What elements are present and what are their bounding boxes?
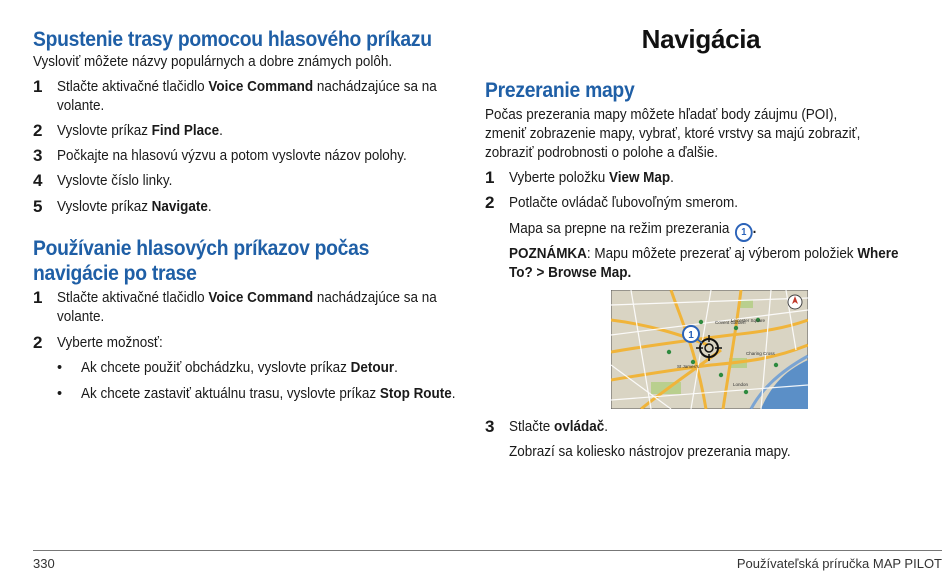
step-number: 1 <box>485 168 495 187</box>
step-text: Vyberte možnosť: <box>57 335 163 351</box>
step-number: 1 <box>33 288 43 307</box>
step-1 <box>33 289 457 327</box>
section-intro-browse: Počas prezerania mapy môžete hľadať body záujmu (POI), zmeniť zobrazenie mapy, vybrať, ktoré vrstvy sa majú zobraziť, zobraziť podrobnosti o polohe a ďalšie. <box>485 107 861 161</box>
bullet-text: Ak chcete použiť obchádzku, vyslovte príkaz Detour. <box>81 360 398 376</box>
step-5 <box>33 198 457 217</box>
step-2 <box>33 334 457 353</box>
bullet-mark: • <box>57 386 63 402</box>
map-screenshot <box>611 290 808 409</box>
step-bold: ovládač <box>553 419 605 435</box>
step-2 <box>33 122 457 141</box>
section-title-browse-map: Prezeranie mapy <box>485 79 635 102</box>
page-title: Navigácia <box>641 24 761 54</box>
section-title-voice-route: Spustenie trasy pomocou hlasového príkazu <box>33 28 432 51</box>
step-3-result <box>485 443 929 462</box>
compass-icon <box>788 295 802 309</box>
step-3 <box>485 418 929 437</box>
section-title-voice-nav: Používanie hlasových príkazov počas navigácie po trase <box>33 237 370 285</box>
step-text: Počkajte na hlasovú výzvu a potom vyslovte názov polohy. <box>57 148 407 164</box>
step-bold: Find Place <box>151 123 220 139</box>
step-2 <box>485 194 929 213</box>
step-4 <box>33 172 457 191</box>
note-label: POZNÁMKA <box>509 246 587 262</box>
mode-text: Mapa sa prepne na režim prezerania <box>509 221 730 237</box>
mode-note <box>485 220 929 242</box>
step-number: 3 <box>33 146 43 165</box>
step-bold: Voice Command <box>208 290 314 306</box>
section-intro: Vysloviť môžete názvy populárnych a dobre známych polôh. <box>33 54 393 70</box>
step-bold: Voice Command <box>208 79 314 95</box>
park-area <box>739 300 753 308</box>
step-text: Vyberte položku View Map. <box>509 170 674 186</box>
step-text: Vyslovte príkaz Navigate. <box>57 199 212 215</box>
step-number: 2 <box>33 333 43 352</box>
step-text: Stlačte <box>509 419 554 435</box>
mode-end: . <box>752 221 757 237</box>
step-number: 2 <box>33 121 43 140</box>
step-text: Stlačte aktivačné tlačidlo Voice Command nachádzajúce sa na volante. <box>57 79 437 114</box>
browse-mode-icon: 1 <box>735 223 753 242</box>
step-bold: View Map <box>608 170 671 186</box>
step-1 <box>33 78 457 116</box>
step-number: 4 <box>33 171 43 190</box>
map-label: Charing Cross <box>746 351 775 356</box>
option-bullet <box>33 385 481 404</box>
step-number: 1 <box>33 77 43 96</box>
bullet-text: Ak chcete zastaviť aktuálnu trasu, vyslovte príkaz Stop Route. <box>81 386 456 402</box>
step-number: 5 <box>33 197 43 216</box>
step-text: Stlačte aktivačné tlačidlo Voice Command nachádzajúce sa na volante. <box>57 290 437 325</box>
manual-title: Používateľská príručka MAP PILOT <box>736 556 942 571</box>
step-3 <box>33 147 457 166</box>
option-bullet <box>33 359 481 378</box>
callout-number: 1 <box>688 330 694 341</box>
step-bold: Navigate <box>151 199 208 215</box>
note-paragraph <box>485 245 909 283</box>
step-number: 3 <box>485 417 495 436</box>
bullet-mark: • <box>57 360 63 376</box>
map-label: St James's <box>677 364 699 369</box>
step-text: Vyslovte číslo linky. <box>57 173 173 189</box>
note-menu-path: Where To? > Browse Map. <box>509 246 899 281</box>
step-3-result-text: Zobrazí sa koliesko nástrojov prezerania mapy. <box>509 444 791 460</box>
page-number: 330 <box>33 556 55 571</box>
map-label: London <box>733 382 749 387</box>
step-end: . <box>604 419 608 435</box>
map-label: Leicester Square <box>731 318 766 323</box>
step-number: 2 <box>485 193 495 212</box>
step-text: Potlačte ovládač ľubovoľným smerom. <box>509 195 738 211</box>
map-label: Covent Garden <box>715 320 746 325</box>
note-text: : Mapu môžete prezerať aj výberom položiek <box>586 246 858 262</box>
footer-divider <box>33 550 942 551</box>
step-1 <box>485 169 929 188</box>
step-text: Vyslovte príkaz Find Place. <box>57 123 223 139</box>
